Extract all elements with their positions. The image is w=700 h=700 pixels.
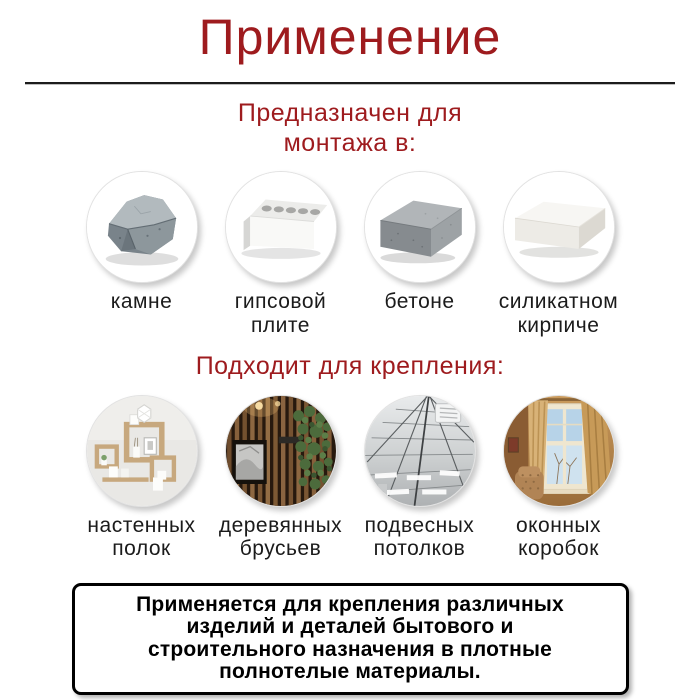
mount-item-concrete [350, 171, 489, 337]
fastening-item-label: настенных полок [87, 513, 196, 561]
window-frame-photo-circle [503, 395, 615, 507]
page-title: Применение [198, 9, 502, 65]
footer-description-text: Применяется для крепления различных изделий и деталей бытового и строительного назначения в плотные полнотелые материалы. [136, 592, 564, 683]
concrete-photo-circle [364, 171, 476, 283]
mount-item-label: бетоне [384, 290, 455, 313]
fastening-item-window-frame [489, 395, 628, 561]
mount-item-stone [72, 171, 211, 337]
wooden-beams-icon [226, 396, 336, 506]
wooden-beams-photo-circle [225, 395, 337, 507]
concrete-block-icon [365, 172, 475, 282]
fastening-section-heading: Подходит для крепления: [195, 352, 505, 381]
mount-item-label: камне [110, 290, 173, 313]
fastening-item-label: оконных коробок [515, 513, 602, 561]
mount-item-label: гипсовой плите [234, 290, 327, 337]
wall-shelves-photo-circle [86, 395, 198, 507]
stone-photo-circle [86, 171, 198, 283]
mount-item-silicate-brick [489, 171, 628, 337]
mount-section-heading: Предназначен для монтажа в: [237, 99, 463, 157]
wall-shelves-icon [87, 396, 197, 506]
fastening-item-label: деревянных брусьев [218, 513, 343, 561]
silicate-brick-photo-circle [503, 171, 615, 283]
fastening-items-row [0, 395, 700, 561]
fastening-item-label: подвесных потолков [364, 513, 475, 561]
mount-items-row [0, 171, 700, 337]
window-frame-icon [504, 396, 614, 506]
mount-item-gypsum-board [211, 171, 350, 337]
gypsum-photo-circle [225, 171, 337, 283]
suspended-ceiling-icon [365, 396, 475, 506]
fastening-item-wooden-beams [211, 395, 350, 561]
silicate-brick-icon [504, 172, 614, 282]
fastening-item-wall-shelves [72, 395, 211, 561]
fastening-item-suspended-ceiling [350, 395, 489, 561]
title-divider-line [25, 82, 675, 84]
footer-description-box [72, 583, 629, 696]
suspended-ceiling-photo-circle [364, 395, 476, 507]
mount-item-label: силикатном кирпиче [498, 290, 619, 337]
gypsum-board-icon [226, 172, 336, 282]
stone-icon [87, 172, 197, 282]
